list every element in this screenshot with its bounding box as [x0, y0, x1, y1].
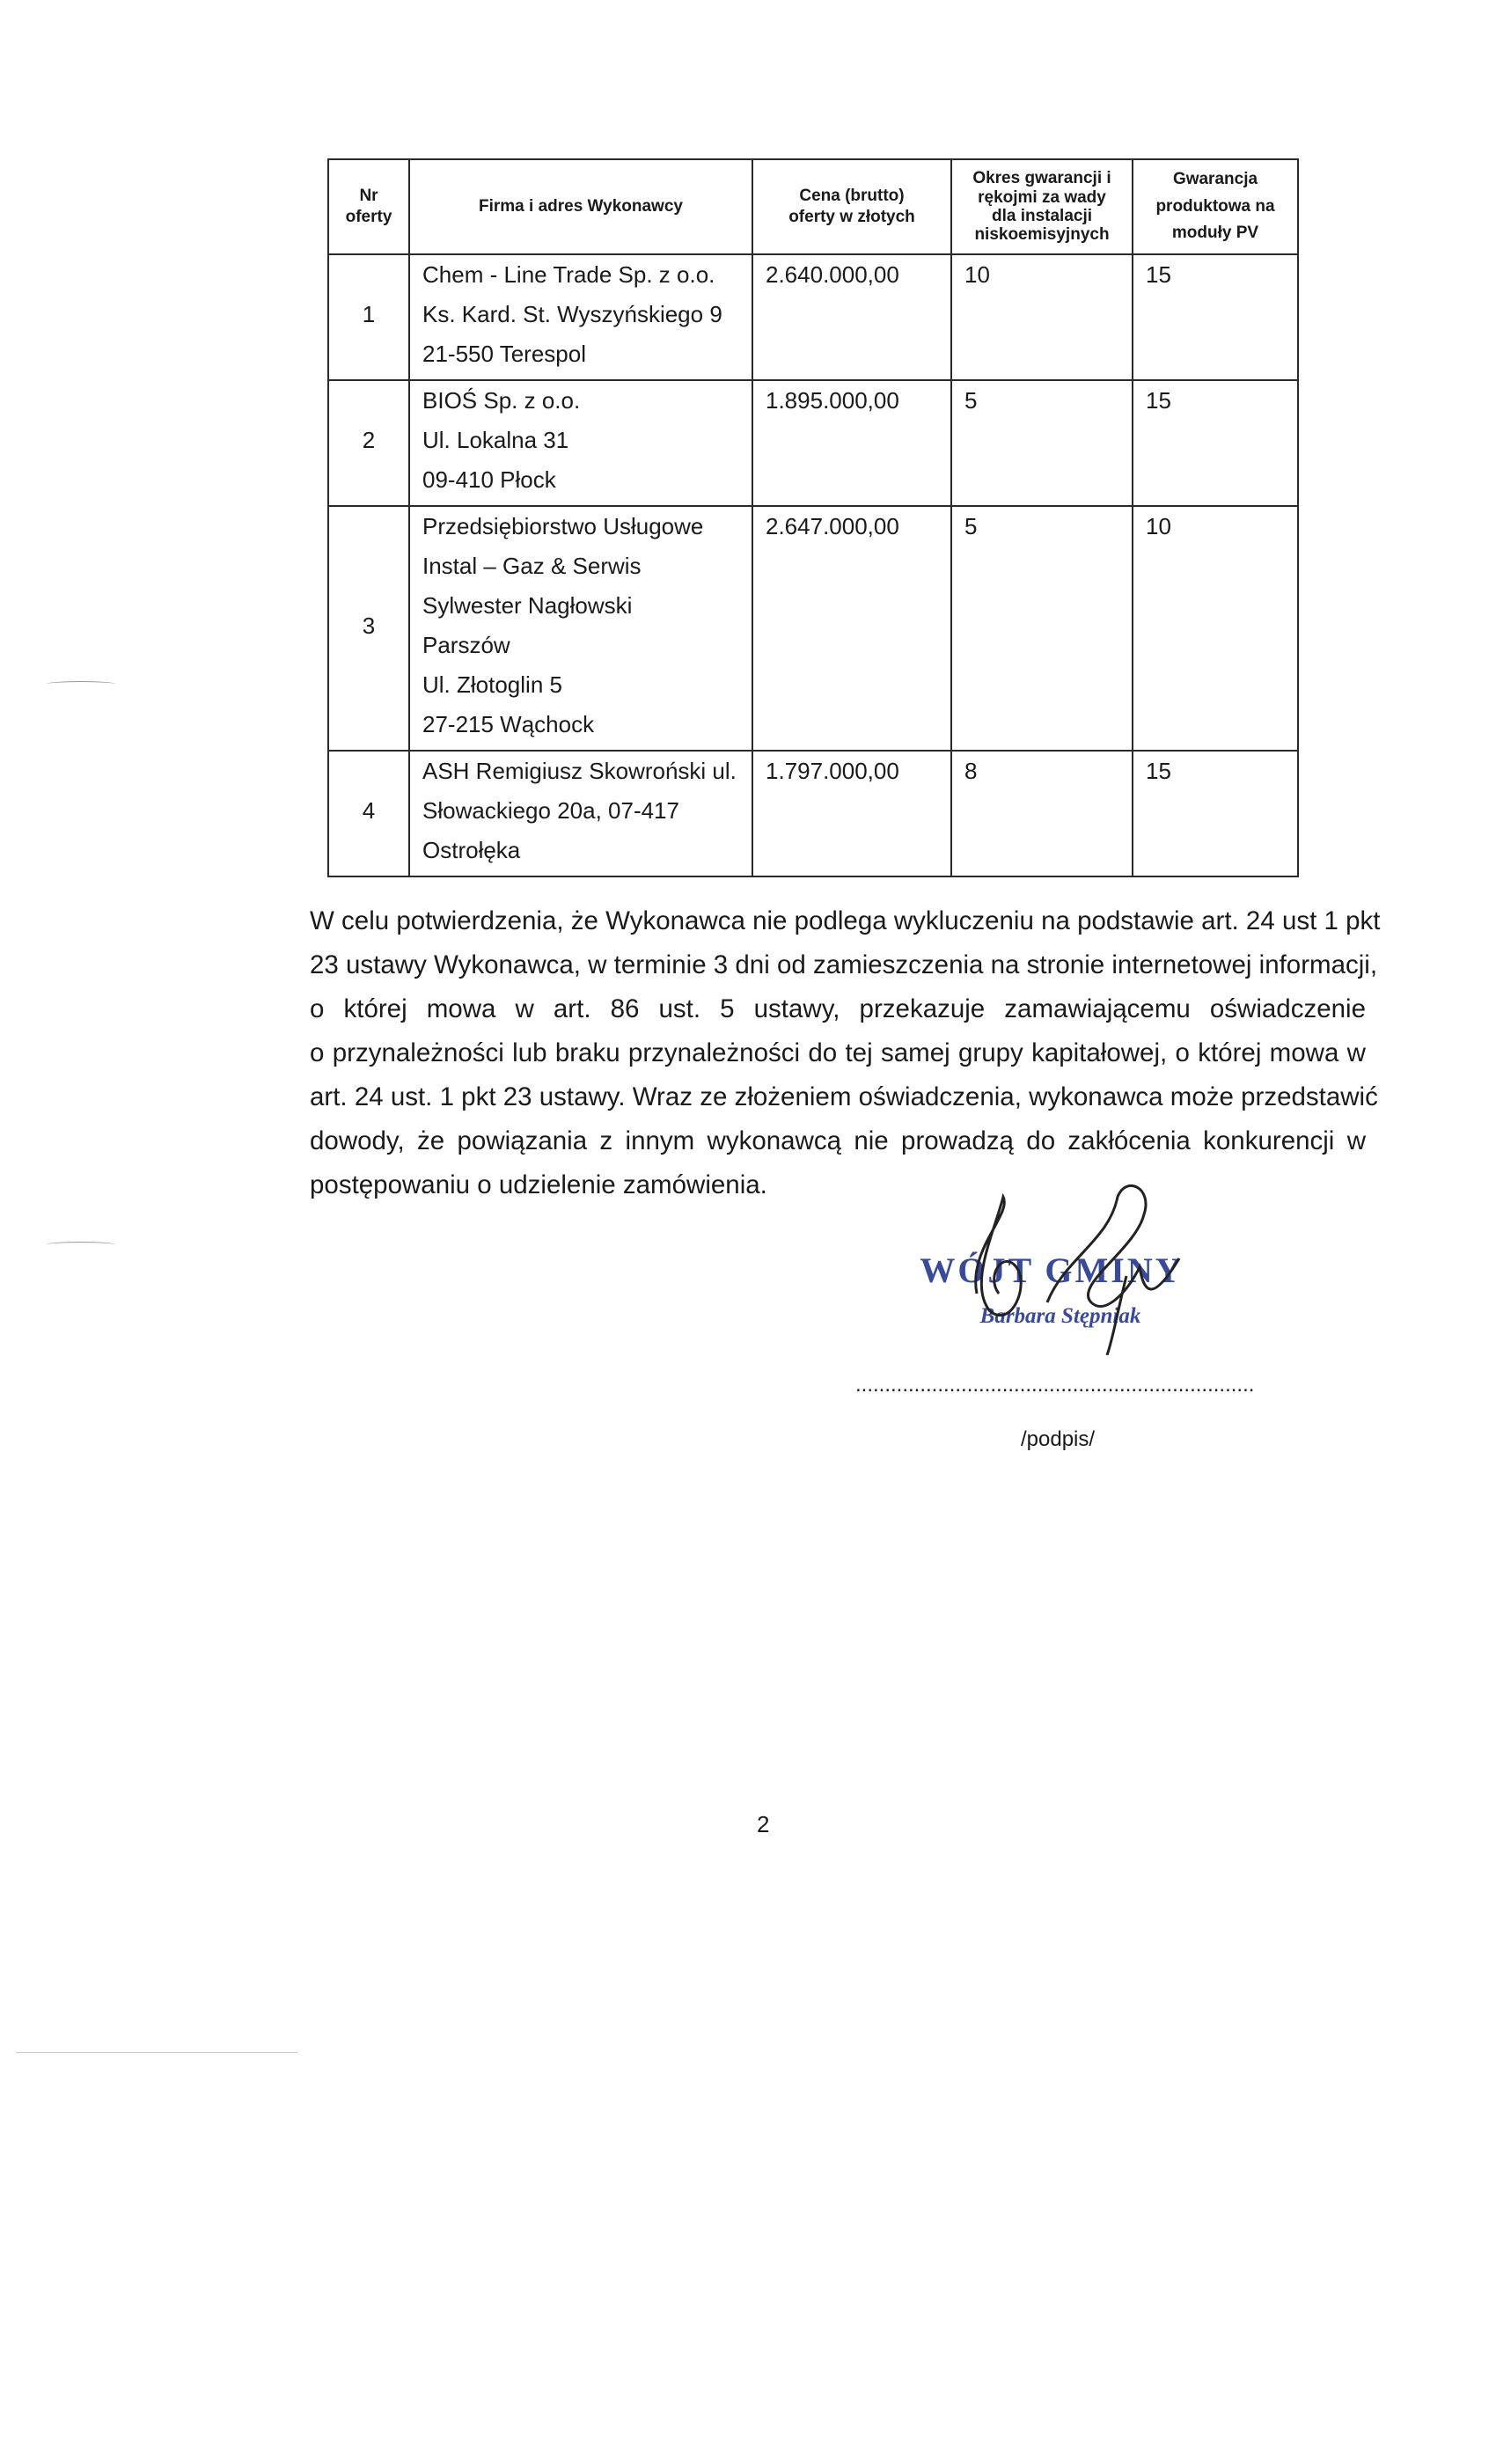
scan-edge-mark — [46, 1242, 116, 1248]
scan-edge-mark — [46, 681, 116, 687]
table-header-row — [328, 159, 1298, 254]
page-number: 2 — [757, 1811, 770, 1837]
contractor-line: ASH Remigiusz Skowroński ul. — [422, 758, 737, 784]
contractor-line: Słowackiego 20a, 07-417 — [422, 797, 679, 824]
price-cell: 1.797.000,00 — [752, 751, 951, 876]
pv-warranty-cell: 10 — [1133, 506, 1298, 751]
paragraph-line: art. 24 ust. 1 pkt 23 ustawy. Wraz ze złożeniem oświadczenia, wykonawca może przedstawić — [310, 1082, 1378, 1111]
pv-warranty-cell: 15 — [1133, 254, 1298, 380]
paragraph-line: o której mowa w art. 86 ust. 5 ustawy, przekazuje zamawiającemu oświadczenie — [310, 994, 1366, 1023]
offers-table — [327, 158, 1299, 877]
contractor-cell — [409, 506, 752, 751]
offer-number-cell: 3 — [328, 506, 409, 751]
price-cell: 1.895.000,00 — [752, 380, 951, 506]
contractor-line: Chem - Line Trade Sp. z o.o. — [422, 261, 715, 288]
contractor-line: Ul. Złotoglin 5 — [422, 671, 562, 698]
warranty-cell: 8 — [951, 751, 1133, 876]
pv-warranty-cell: 15 — [1133, 751, 1298, 876]
offer-number-cell: 1 — [328, 254, 409, 380]
handwritten-signature — [915, 1179, 1206, 1355]
table-row — [328, 380, 1298, 506]
paragraph-line: 23 ustawy Wykonawca, w terminie 3 dni od zamieszczenia na stronie internetowej informacji, — [310, 950, 1378, 979]
header-offer-number: Nr oferty — [328, 159, 409, 254]
table-row — [328, 751, 1298, 876]
price-cell: 2.640.000,00 — [752, 254, 951, 380]
header-warranty-period: Okres gwarancji i rękojmi za wady dla instalacji niskoemisyjnych — [951, 159, 1133, 254]
contractor-line: 21-550 Terespol — [422, 341, 586, 367]
scan-artifact-line — [16, 2052, 297, 2053]
contractor-line: BIOŚ Sp. z o.o. — [422, 387, 581, 414]
official-stamp — [915, 1179, 1206, 1355]
offer-number-cell: 2 — [328, 380, 409, 506]
contractor-line: Ostrołęka — [422, 837, 521, 863]
contractor-cell — [409, 254, 752, 380]
contractor-line: Przedsiębiorstwo Usługowe — [422, 513, 704, 539]
warranty-cell: 10 — [951, 254, 1133, 380]
contractor-line: Ul. Lokalna 31 — [422, 427, 569, 453]
paragraph-line: dowody, że powiązania z innym wykonawcą nie prowadzą do zakłócenia konkurencji w — [310, 1126, 1366, 1155]
signature-caption: /podpis/ — [1021, 1427, 1096, 1451]
contractor-line: Instal – Gaz & Serwis — [422, 553, 642, 579]
header-price: Cena (brutto) oferty w złotych — [752, 159, 951, 254]
warranty-cell: 5 — [951, 380, 1133, 506]
paragraph-line: W celu potwierdzenia, że Wykonawca nie podlega wykluczeniu na podstawie art. 24 ust 1 pkt — [310, 906, 1381, 935]
offers-table-body — [328, 254, 1298, 876]
header-contractor: Firma i adres Wykonawcy — [409, 159, 752, 254]
header-pv-warranty: Gwarancja produktowa na moduły PV — [1133, 159, 1298, 254]
contractor-line: 27-215 Wąchock — [422, 711, 595, 737]
offer-number-cell: 4 — [328, 751, 409, 876]
contractor-line: Parszów — [422, 632, 510, 658]
contractor-cell — [409, 380, 752, 506]
contractor-line: Ks. Kard. St. Wyszyńskiego 9 — [422, 301, 722, 327]
paragraph-line: o przynależności lub braku przynależności do tej samej grupy kapitałowej, o której mowa w — [310, 1038, 1366, 1067]
stamp-office-title: WÓJT GMINY — [920, 1250, 1184, 1290]
pv-warranty-cell: 15 — [1133, 380, 1298, 506]
body-paragraph — [310, 899, 1381, 1207]
table-row — [328, 506, 1298, 751]
signature-dotted-line: .................................................................... — [855, 1373, 1255, 1397]
warranty-cell: 5 — [951, 506, 1133, 751]
price-cell: 2.647.000,00 — [752, 506, 951, 751]
contractor-cell — [409, 751, 752, 876]
table-row — [328, 254, 1298, 380]
paragraph-line: postępowaniu o udzielenie zamówienia. — [310, 1170, 767, 1199]
contractor-line: Sylwester Nagłowski — [422, 592, 633, 619]
contractor-line: 09-410 Płock — [422, 466, 556, 493]
stamp-official-name: Barbara Stępniak — [979, 1304, 1141, 1328]
